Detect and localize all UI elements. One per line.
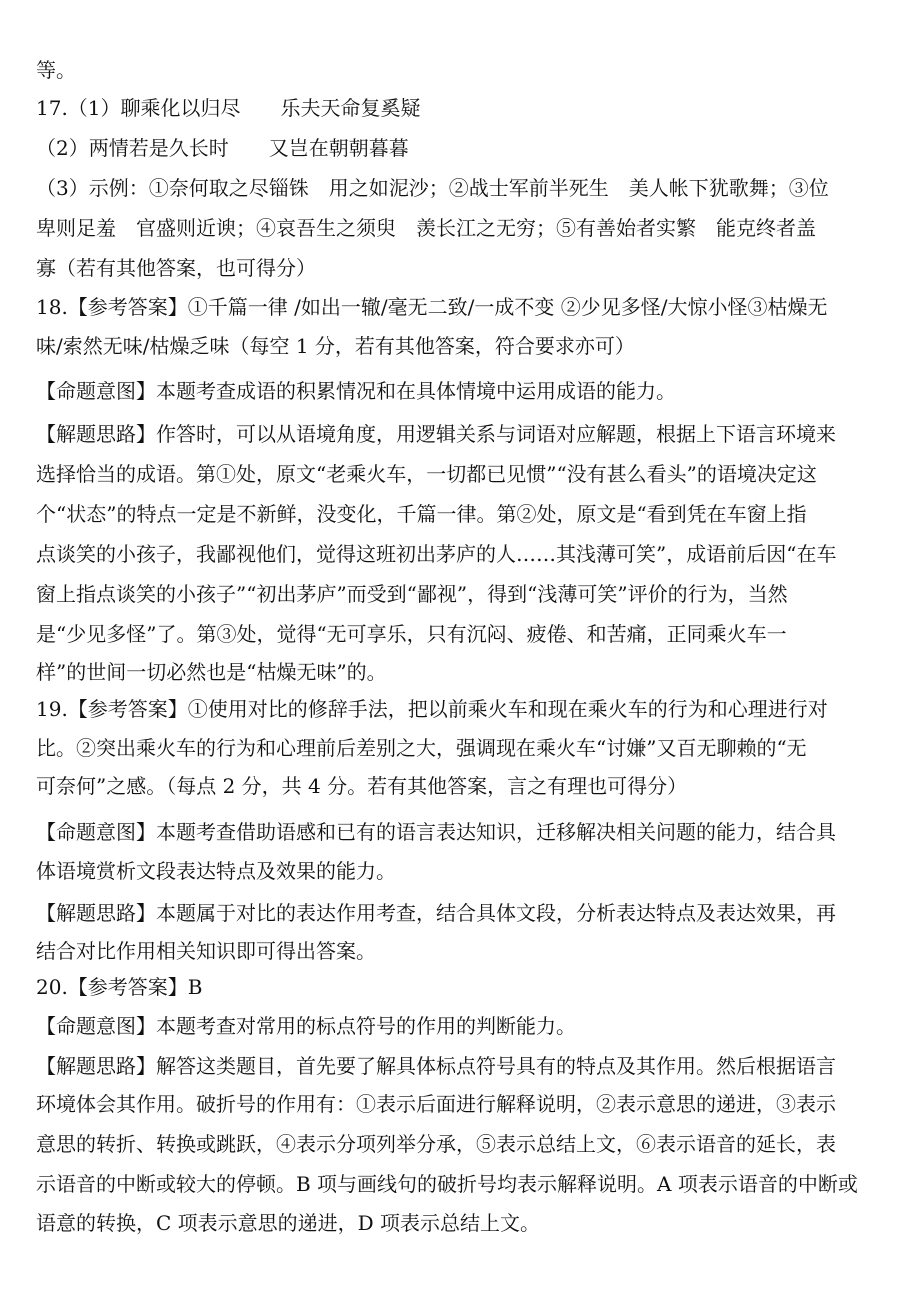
q18-approach-line: 【解题思路】作答时，可以从语境角度，用逻辑关系与词语对应解题，根据上下语言环境来 xyxy=(36,422,836,446)
text-line: 等。 xyxy=(36,58,76,82)
q20-intent-line: 【命题意图】本题考查对常用的标点符号的作用的判断能力。 xyxy=(36,1014,576,1038)
text-line: 样”的世间一切必然也是“枯燥无味”的。 xyxy=(36,660,387,684)
q19-approach-line: 【解题思路】本题属于对比的表达作用考查，结合具体文段，分析表达特点及表达效果，再 xyxy=(36,901,836,925)
text-line: 语意的转换，C 项表示意思的递进，D 项表示总结上文。 xyxy=(36,1211,541,1235)
text-line: 结合对比作用相关知识即可得出答案。 xyxy=(36,939,376,963)
q20-approach-line: 【解题思路】解答这类题目，首先要了解具体标点符号具有的特点及其作用。然后根据语言 xyxy=(36,1054,836,1078)
text-line: 卑则足羞 官盛则近谀；④哀吾生之须臾 羡长江之无穷；⑤有善始者实繁 能克终者盖 xyxy=(36,216,816,240)
text-line: 选择恰当的成语。第①处，原文“老乘火车，一切都已见惯”“没有甚么看头”的语境决定这 xyxy=(36,462,817,486)
text-line: 味/索然无味/枯燥乏味（每空 1 分，若有其他答案，符合要求亦可） xyxy=(36,334,635,358)
q19-intent-line: 【命题意图】本题考查借助语感和已有的语言表达知识，迁移解决相关问题的能力，结合具 xyxy=(36,820,836,844)
text-line: 环境体会其作用。破折号的作用有：①表示后面进行解释说明，②表示意思的递进，③表示 xyxy=(36,1092,836,1116)
text-line: 是“少见多怪”了。第③处，觉得“无可享乐，只有沉闷、疲倦、和苦痛，正同乘火车一 xyxy=(36,622,787,646)
text-line: 体语境赏析文段表达特点及效果的能力。 xyxy=(36,859,396,883)
q18-intent-line: 【命题意图】本题考查成语的积累情况和在具体情境中运用成语的能力。 xyxy=(36,379,676,403)
text-line: 寡（若有其他答案，也可得分） xyxy=(36,256,316,280)
text-line: （2）两情若是久长时 又岂在朝朝暮暮 xyxy=(36,136,409,160)
text-line: 可奈何”之感。（每点 2 分，共 4 分。若有其他答案，言之有理也可得分） xyxy=(36,774,688,798)
q19-answer-line: 19.【参考答案】①使用对比的修辞手法，把以前乘火车和现在乘火车的行为和心理进行对 xyxy=(36,697,828,721)
q20-answer-line: 20.【参考答案】B xyxy=(36,975,203,999)
text-line: 个“状态”的特点一定是不新鲜，没变化，千篇一律。第②处，原文是“看到凭在车窗上指 xyxy=(36,502,807,526)
q18-answer-line: 18.【参考答案】①千篇一律 /如出一辙/毫无二致/一成不变 ②少见多怪/大惊小怪③枯燥无 xyxy=(36,295,828,319)
text-line: 窗上指点谈笑的小孩子”“初出茅庐”而受到“鄙视”，得到“浅薄可笑”评价的行为，当然 xyxy=(36,582,788,606)
text-line: 意思的转折、转换或跳跃，④表示分项列举分承，⑤表示总结上文，⑥表示语音的延长，表 xyxy=(36,1132,836,1156)
q17-heading-line: 17.（1）聊乘化以归尽 乐夫天命复奚疑 xyxy=(36,96,421,120)
text-line: （3）示例：①奈何取之尽锱铢 用之如泥沙；②战士军前半死生 美人帐下犹歌舞；③位 xyxy=(36,176,829,200)
text-line: 点谈笑的小孩子，我鄙视他们，觉得这班初出茅庐的人……其浅薄可笑”，成语前后因“在车 xyxy=(36,542,837,566)
text-line: 比。②突出乘火车的行为和心理前后差别之大，强调现在乘火车“讨嫌”又百无聊赖的“无 xyxy=(36,736,807,760)
text-line: 示语音的中断或较大的停顿。B 项与画线句的破折号均表示解释说明。A 项表示语音的中断或 xyxy=(36,1172,858,1196)
